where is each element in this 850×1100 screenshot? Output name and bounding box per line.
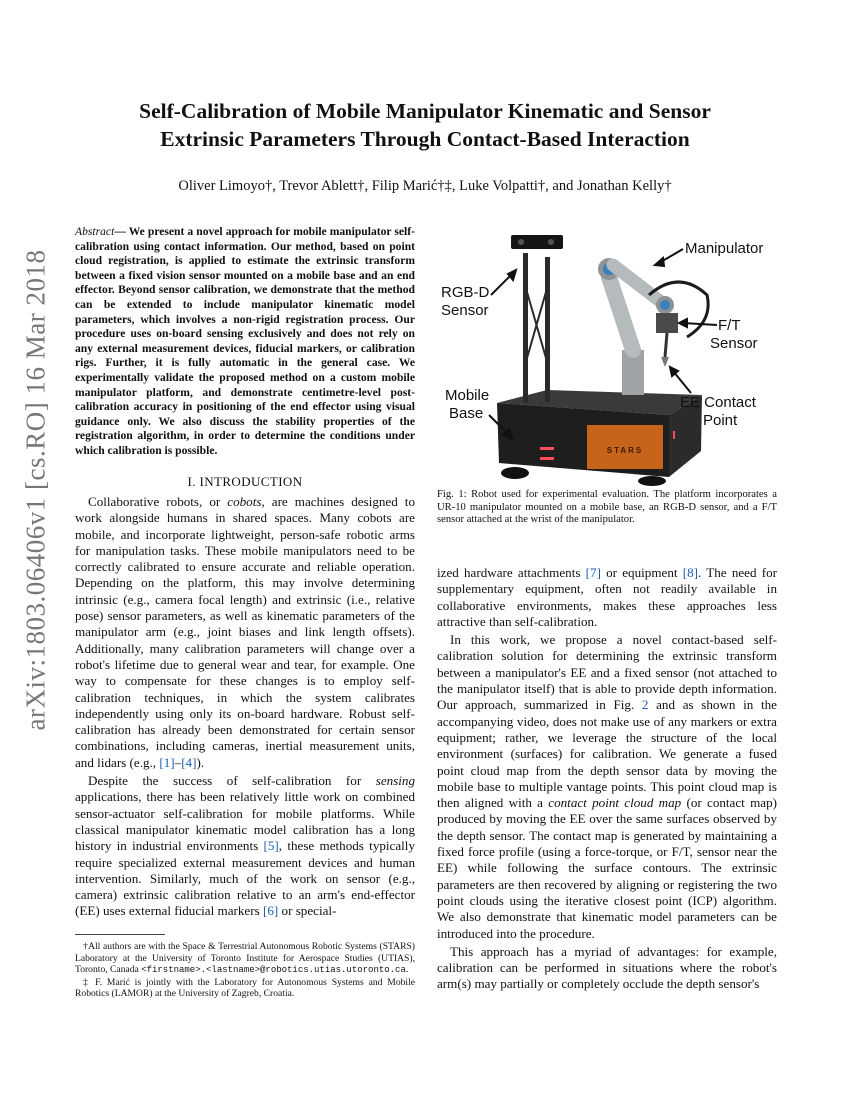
led-light xyxy=(673,431,675,439)
text-run: ). xyxy=(196,754,205,770)
citation-link[interactable]: [7] xyxy=(585,565,601,580)
mast-left xyxy=(523,253,528,403)
label-ft: F/T xyxy=(718,317,741,334)
wheel xyxy=(501,467,529,479)
title-line-1: Self-Calibration of Mobile Manipulator Kinematic and Sensor xyxy=(139,99,711,123)
text-run: . The need for supplementary equipment, often not readily available in collaborative environments, makes these approaches less attractive than self-calibration. xyxy=(437,565,778,629)
label-base: Base xyxy=(449,405,484,422)
citation-link[interactable]: [8] xyxy=(682,565,699,580)
footnote-affiliation xyxy=(75,941,415,977)
abstract-label: Abstract xyxy=(75,225,115,238)
text-run: , are machines designed to work alongside humans in shared spaces. Many cobots are mobile, and incorporate lightweight, person-safe robotic arms for manipulation tasks. These mobile manipulators need to be correctly calibrated to ensure accurate and reliable operation. Depending on the platform, this may involve determining intrinsic (e.g., camera focal length) and extrinsic (i.e., relative pose) sensor parameters, as well as kinematic parameters of the manipulator arm (e.g., joint biases and link length offsets). Additionally, many calibration parameters will change over a robot's lifetime due to general wear and tear, for example. One way to compensate for these changes is to employ self-calibration techniques, in which the system calibrates independently using only its on-board hardware. Robust self-calibration has already been demonstrated for certain sensor combinations, including cameras, inertial measurement units, and lidars (e.g., xyxy=(75,494,415,770)
intro-paragraph-2 xyxy=(75,773,415,920)
robot-figure xyxy=(437,225,777,487)
right-paragraph-2 xyxy=(437,632,777,942)
emphasis: contact point cloud map xyxy=(548,795,682,811)
footnotes xyxy=(75,941,415,1000)
footnote-rule xyxy=(75,934,165,935)
intro-paragraph-1 xyxy=(75,494,415,771)
emphasis: cobots xyxy=(227,494,262,509)
text-run: Collaborative robots, or xyxy=(88,494,228,509)
text-run: applications, there has been relatively little work on combined sensor-actuator self-calibration for mobile platforms. While classical manipulator kinematic model calibration has a long history in industrial environments xyxy=(75,789,415,854)
text-run: †All authors are with the Space & Terrestrial Autonomous Robotic Systems (STARS) Laboratory at the University of Toronto Institute for Aerospace Studies (UTIAS), Toronto, Canada xyxy=(75,941,415,976)
citation-link[interactable]: [5] xyxy=(263,838,279,854)
body-column-right xyxy=(437,565,777,993)
label-rgbd-sensor: Sensor xyxy=(441,302,489,319)
label-rgbd: RGB-D xyxy=(441,284,490,301)
email-address: <firstname>.<lastname>@robotics.utias.utoronto.ca xyxy=(141,965,406,976)
title-line-2: Extrinsic Parameters Through Contact-Based Interaction xyxy=(160,127,690,151)
ee-probe xyxy=(665,333,667,357)
paper-title xyxy=(75,97,775,153)
wheel xyxy=(638,476,666,486)
stars-logo: STARS xyxy=(606,446,644,455)
led-light xyxy=(540,447,554,450)
text-run: or equipment xyxy=(600,565,683,580)
text-run: and as shown in the accompanying video, does not make use of any markers or extra equipment; rather, we leverage the structure of the local environment (surfaces) for calibration. We generate a fused point cloud map from the depth sensor data by moving the mobile base to multiple vantage points. This point cloud map is then aligned with a xyxy=(437,697,777,811)
body-column-left xyxy=(75,494,415,920)
label-ee-contact: EE Contact xyxy=(680,394,756,411)
citation-link[interactable]: [1] xyxy=(159,754,175,770)
label-mobile: Mobile xyxy=(445,387,490,404)
citation-link[interactable]: [4] xyxy=(181,754,197,770)
abstract-text: — We present a novel approach for mobile manipulator self-calibration using contact information. Our method, based on point cloud registration, is applied to estimate the extrinsic transform between a fixed vision sensor mounted on a mobile base and an end effector. Beyond sensor calibration, we demonstrate that the method can be extended to include manipulator kinematic model parameters, which involves a non-rigid registration process. Our procedure uses on-board sensing exclusively and does not rely on any external measurement devices, fiducial markers, or calibration rigs. Further, it is fully automatic in the general case. We experimentally validate the proposed method on a custom mobile manipulator platform, and demonstrate centimetre-level post-calibration accuracy in positioning of the end effector using visual guidance only. We also discuss the stability properties of the registration algorithm, in order to determine the conditions under which calibration is possible. xyxy=(75,225,415,457)
emphasis: sensing xyxy=(375,773,415,789)
right-paragraph-3: This approach has a myriad of advantages: for example, calibration can be performed in situations where the robot's arm(s) may partially or completely occlude the depth sensor's xyxy=(437,943,777,992)
text-run: – xyxy=(174,754,182,770)
text-run: In this work, we propose a novel contact-based self-calibration solution for determining the extrinsic transform between a manipulator's EE and a fixed sensor (not attached to the manipulator itself) that is able to provide depth information. Our approach, summarized in Fig. xyxy=(437,632,777,713)
text-run: . xyxy=(405,964,409,976)
figure-caption: Fig. 1: Robot used for experimental evaluation. The platform incorporates a UR-10 manipulator mounted on a mobile base, an RGB-D sensor, and a F/T sensor attached at the wrist of the manipulator. xyxy=(437,489,777,526)
led-light xyxy=(540,457,554,460)
arm-joint-cap xyxy=(660,300,670,310)
citation-link[interactable]: [6] xyxy=(262,903,279,919)
arxiv-stamp xyxy=(14,249,58,731)
camera-lens xyxy=(548,239,554,245)
camera-lens xyxy=(518,239,524,245)
text-run: ized hardware attachments xyxy=(437,565,586,580)
abstract xyxy=(75,225,415,459)
mast-right xyxy=(545,257,550,402)
label-ft-sensor: Sensor xyxy=(710,335,758,352)
text-run: (or contact map) produced by moving the EE over the same surfaces observed by the depth sensor. The contact map is generated by maintaining a fixed force profile (using a force-torque, or F/T, sensor near the EE) while following the surface contours. The extrinsic parameters are then recovered by aligning or registering the two point clouds using the iterative closest point (ICP) algorithm. We also demonstrate that kinematic model parameters can be introduced into the procedure. xyxy=(437,795,777,941)
text-run: or special- xyxy=(278,903,337,919)
arxiv-stamp-text: arXiv:1803.06406v1 [cs.RO] 16 Mar 2018 xyxy=(20,249,51,731)
figure-link[interactable]: 2 xyxy=(641,697,649,713)
text-run: , these methods typically require specialized external measurement devices and human intervention. Similarly, much of the work on sensor (e.g., camera) extrinsic calibration relative to an arm's end-effector (EE) uses external fiducial markers xyxy=(75,838,415,919)
text-run: Despite the success of self-calibration for xyxy=(88,773,376,789)
label-manipulator: Manipulator xyxy=(685,240,764,257)
footnote-maric: ‡ F. Marić is jointly with the Laboratory for Autonomous Systems and Mobile Robotics (LAMOR) at the University of Zagreb, Croatia. xyxy=(75,976,415,1000)
right-paragraph-1 xyxy=(437,565,777,630)
author-list: Oliver Limoyo†, Trevor Ablett†, Filip Marić†‡, Luke Volpatti†, and Jonathan Kelly† xyxy=(178,178,672,194)
label-point: Point xyxy=(703,412,738,429)
section-heading-introduction: I. INTRODUCTION xyxy=(187,474,303,489)
ft-sensor xyxy=(656,313,678,333)
